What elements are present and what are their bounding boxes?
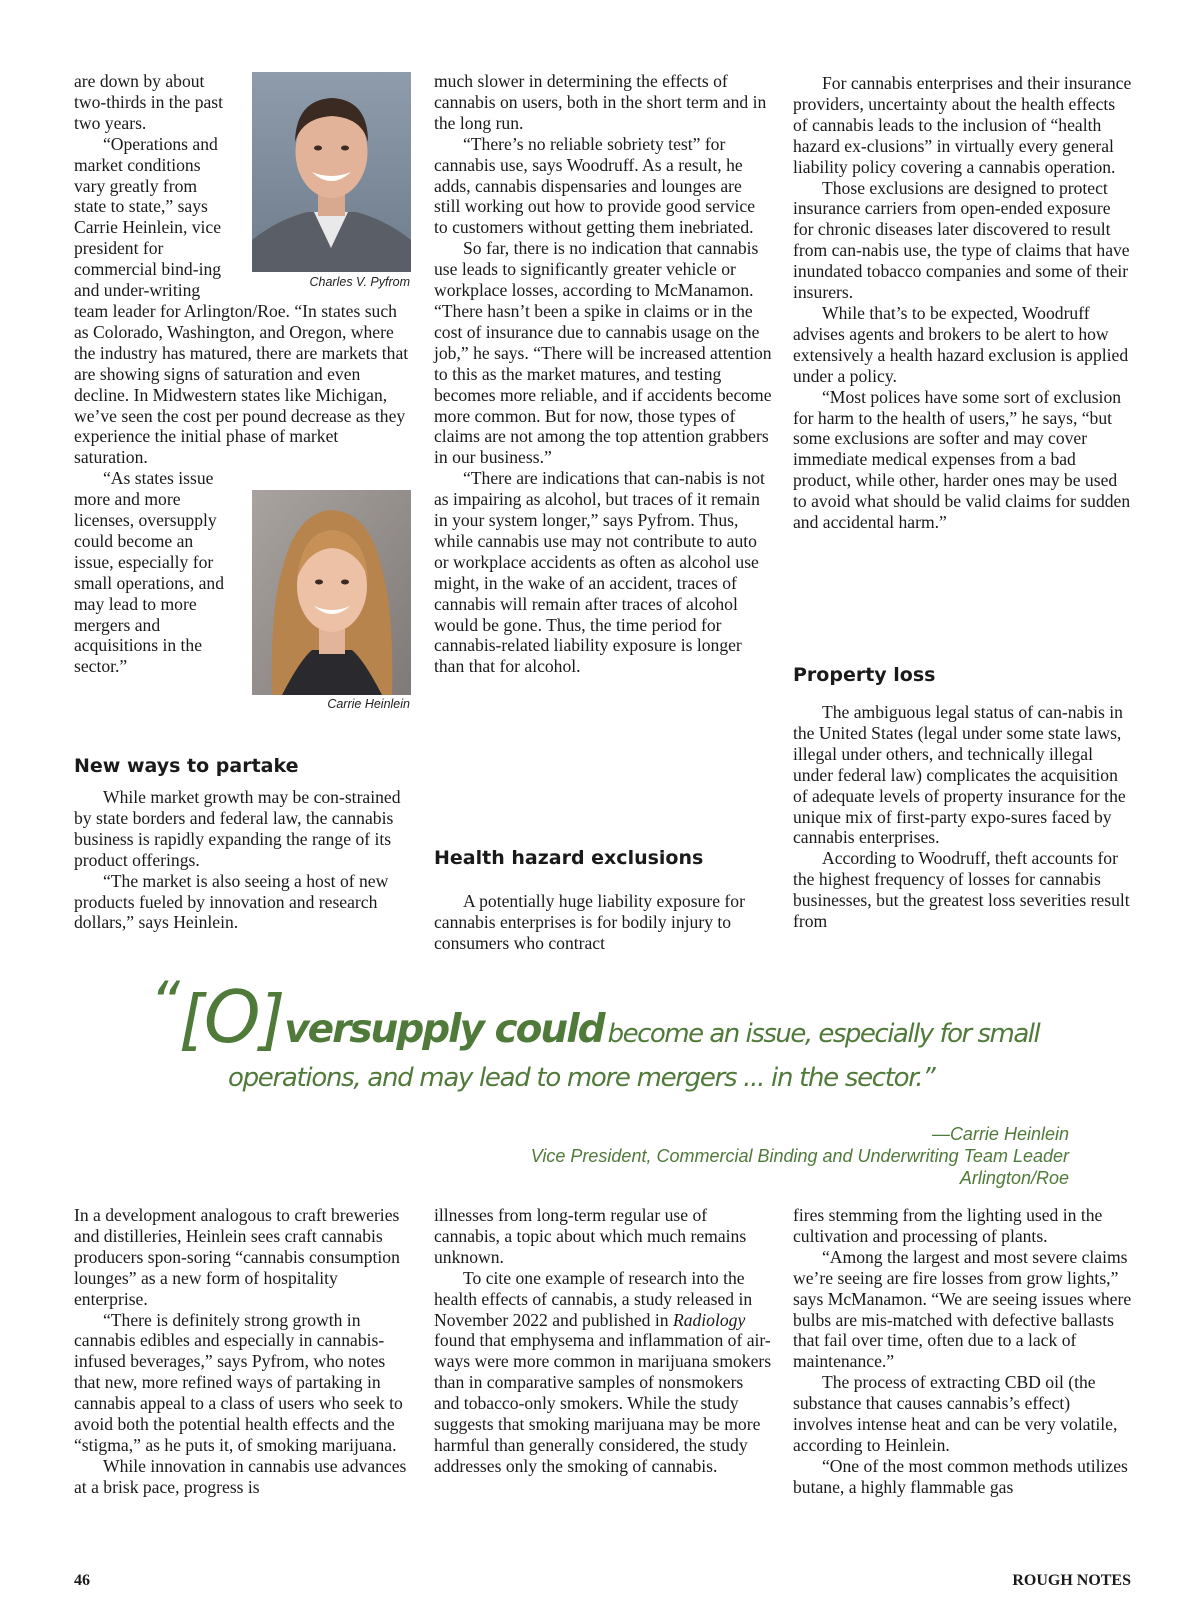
paragraph: “The market is also seeing a host of new products fueled by innovation and research dollars,” says Heinlein. <box>74 870 389 933</box>
column-1-new-ways <box>74 787 411 933</box>
column-3-bottom <box>793 1205 1133 1498</box>
paragraph: “Operations and market conditions vary greatly from state to state,” says Carrie Heinlein, vice president for commercial bind-ing and under-writing team leader for Arlington/Roe. “In states such as Colorado, Washington, and Oregon, where the industry has matured, there are markets that are showing signs of saturation and even decline. In Midwestern states like Michigan, we’ve seen the cost per pound decrease as they experience the initial phase of market saturation. <box>74 133 409 468</box>
paragraph: “There is definitely strong growth in cannabis edibles and especially in cannabis-infused beverages,” says Pyfrom, who notes that new, more refined ways of partaking in cannabis appeal to a class of users who seek to avoid both the potential health effects and the “stigma,” as he puts it, of smoking marijuana. <box>74 1309 403 1455</box>
paragraph-text: found that emphysema and inflammation of air-ways were more common in marijuana smokers than in comparative samples of nonsmokers and tobacco-only smokers. While the study suggests that smoking marijuana may be more harmful than generally considered, the study addresses only the smoking of cannabis. <box>434 1330 772 1476</box>
pull-quote-bracket-open: [ <box>179 981 204 1058</box>
paragraph: The ambiguous legal status of can-nabis in the United States (legal under some state laws, illegal under others, and technically illegal under federal law) complicates the acquisition of adequate levels of property insurance for the unique mix of first-party expo-sures faced by cannabis enterprises. <box>793 702 1126 848</box>
publication-name: ROUGH NOTES <box>1012 1572 1131 1589</box>
page-number: 46 <box>74 1572 90 1589</box>
pull-quote-attribution <box>531 1123 1069 1189</box>
paragraph: “There are indications that can-nabis is not as impairing as alcohol, but traces of it remain in your system longer,” says Pyfrom. Thus, while cannabis use may not contribute to auto or workplace accidents as often as alcohol use might, in the wake of an accident, traces of cannabis will remain after traces of alcohol would be gone. Thus, the time period for cannabis-related liability exposure is longer than that for alcohol. <box>434 468 765 677</box>
column-1-top <box>74 71 411 697</box>
paragraph: In a development analogous to craft breweries and distilleries, Heinlein sees craft cannabis producers spon-soring “cannabis consumption lounges” as a new form of hospitality enterprise. <box>74 1205 400 1309</box>
paragraph: “As states issue more and more licenses, oversupply could become an issue, especially for small operations, and may lead to more mergers and acquisitions in the sector.” <box>74 468 225 677</box>
column-1-bottom <box>74 1205 411 1498</box>
pull-quote-line-2: operations, and may lead to more mergers ... in the sector.” <box>228 1063 935 1093</box>
journal-title: Radiology <box>672 1309 746 1330</box>
heading-new-ways: New ways to partake <box>74 755 299 777</box>
pull-quote-line-1 <box>150 969 1040 1059</box>
paragraph: “There’s no reliable sobriety test” for cannabis use, says Woodruff. As a result, he adds, cannabis dispensaries and lounges are still working out how to provide good service to customers without getting them inebriated. <box>434 133 756 238</box>
column-3-top <box>793 73 1133 533</box>
paragraph: “Among the largest and most severe claims we’re seeing are fire losses from grow lights,” says McManamon. “We are seeing issues where bulbs are mis-matched with defective ballasts that fail over time, often due to a lack of maintenance.” <box>793 1246 1132 1372</box>
pull-quote-open-mark: “ <box>150 969 180 1037</box>
attribution-company: Arlington/Roe <box>959 1168 1069 1188</box>
paragraph: While market growth may be con-strained by state borders and federal law, the cannabis business is rapidly expanding the range of its product offerings. <box>74 787 401 870</box>
paragraph: While innovation in cannabis use advances at a brisk pace, progress is <box>74 1455 407 1497</box>
pull-quote-rest: become an issue, especially for small <box>607 1019 1040 1049</box>
paragraph: fires stemming from the lighting used in the cultivation and processing of plants. <box>793 1205 1103 1246</box>
column-3-property <box>793 702 1133 932</box>
paragraph: illnesses from long-term regular use of cannabis, a topic about which much remains unknown. <box>434 1205 747 1267</box>
column-2-bottom <box>434 1205 772 1477</box>
photo-caption-heinlein: Carrie Heinlein <box>327 697 410 711</box>
column-2-top <box>434 71 772 677</box>
paragraph: For cannabis enterprises and their insurance providers, uncertainty about the health effects of cannabis leads to the inclusion of “health hazard ex-clusions” in virtually every general liability policy covering a cannabis operation. <box>793 73 1132 177</box>
paragraph: A potentially huge liability exposure for cannabis enterprises is for bodily injury to consumers who contract <box>434 891 745 953</box>
paragraph <box>434 1268 772 1477</box>
paragraph: So far, there is no indication that cannabis use leads to significantly greater vehicle or workplace losses, according to McManamon. “There hasn’t been a spike in claims or in the cost of insurance due to cannabis usage on the job,” he says. “There will be increased attention to this as the market matures, and testing becomes more reliable, and if accidents become more common. But for now, those types of claims are not among the top attention grabbers in our business.” <box>434 238 772 468</box>
heading-health-hazard: Health hazard exclusions <box>434 847 704 869</box>
paragraph: While that’s to be expected, Woodruff advises agents and brokers to be alert to how extensively a health hazard exclusion is applied under a policy. <box>793 302 1129 386</box>
column-2-health <box>434 891 772 954</box>
paragraph: are down by about two-thirds in the past two years. <box>74 71 224 133</box>
paragraph: much slower in determining the effects of cannabis on users, both in the short term and in the long run. <box>434 71 767 133</box>
heading-property-loss: Property loss <box>793 664 936 686</box>
pull-quote-bracket-close: ] <box>259 981 285 1058</box>
paragraph: “Most polices have some sort of exclusion for harm to the health of users,” he says, “but some exclusions are softer and may cover immediate medical expenses from a bad product, while other, harder ones may be used to avoid what should be valid claims for sudden and accidental harm.” <box>793 386 1131 533</box>
attribution-name: —Carrie Heinlein <box>931 1124 1069 1144</box>
paragraph-text: To cite one example of research into the health effects of cannabis, a study released in November 2022 and published in <box>434 1267 753 1330</box>
attribution-title: Vice President, Commercial Binding and Underwriting Team Leader <box>530 1146 1069 1166</box>
photo-caption-pyfrom: Charles V. Pyfrom <box>309 275 410 289</box>
paragraph: Those exclusions are designed to protect insurance carriers from open-ended exposure for chronic diseases later discovered to result from can-nabis use, the type of claims that have inundated tobacco companies and some of their insurers. <box>793 177 1130 303</box>
paragraph: “One of the most common methods utilizes butane, a highly flammable gas <box>793 1455 1128 1497</box>
paragraph: According to Woodruff, theft accounts for the highest frequency of losses for cannabis businesses, but the greatest loss severities result from <box>793 848 1130 932</box>
paragraph: The process of extracting CBD oil (the substance that causes cannabis’s effect) involves intense heat and can be very volatile, according to Heinlein. <box>793 1372 1118 1455</box>
pull-quote-big-letter: O <box>203 975 260 1059</box>
pull-quote-emphasis: versupply could <box>284 1007 604 1052</box>
